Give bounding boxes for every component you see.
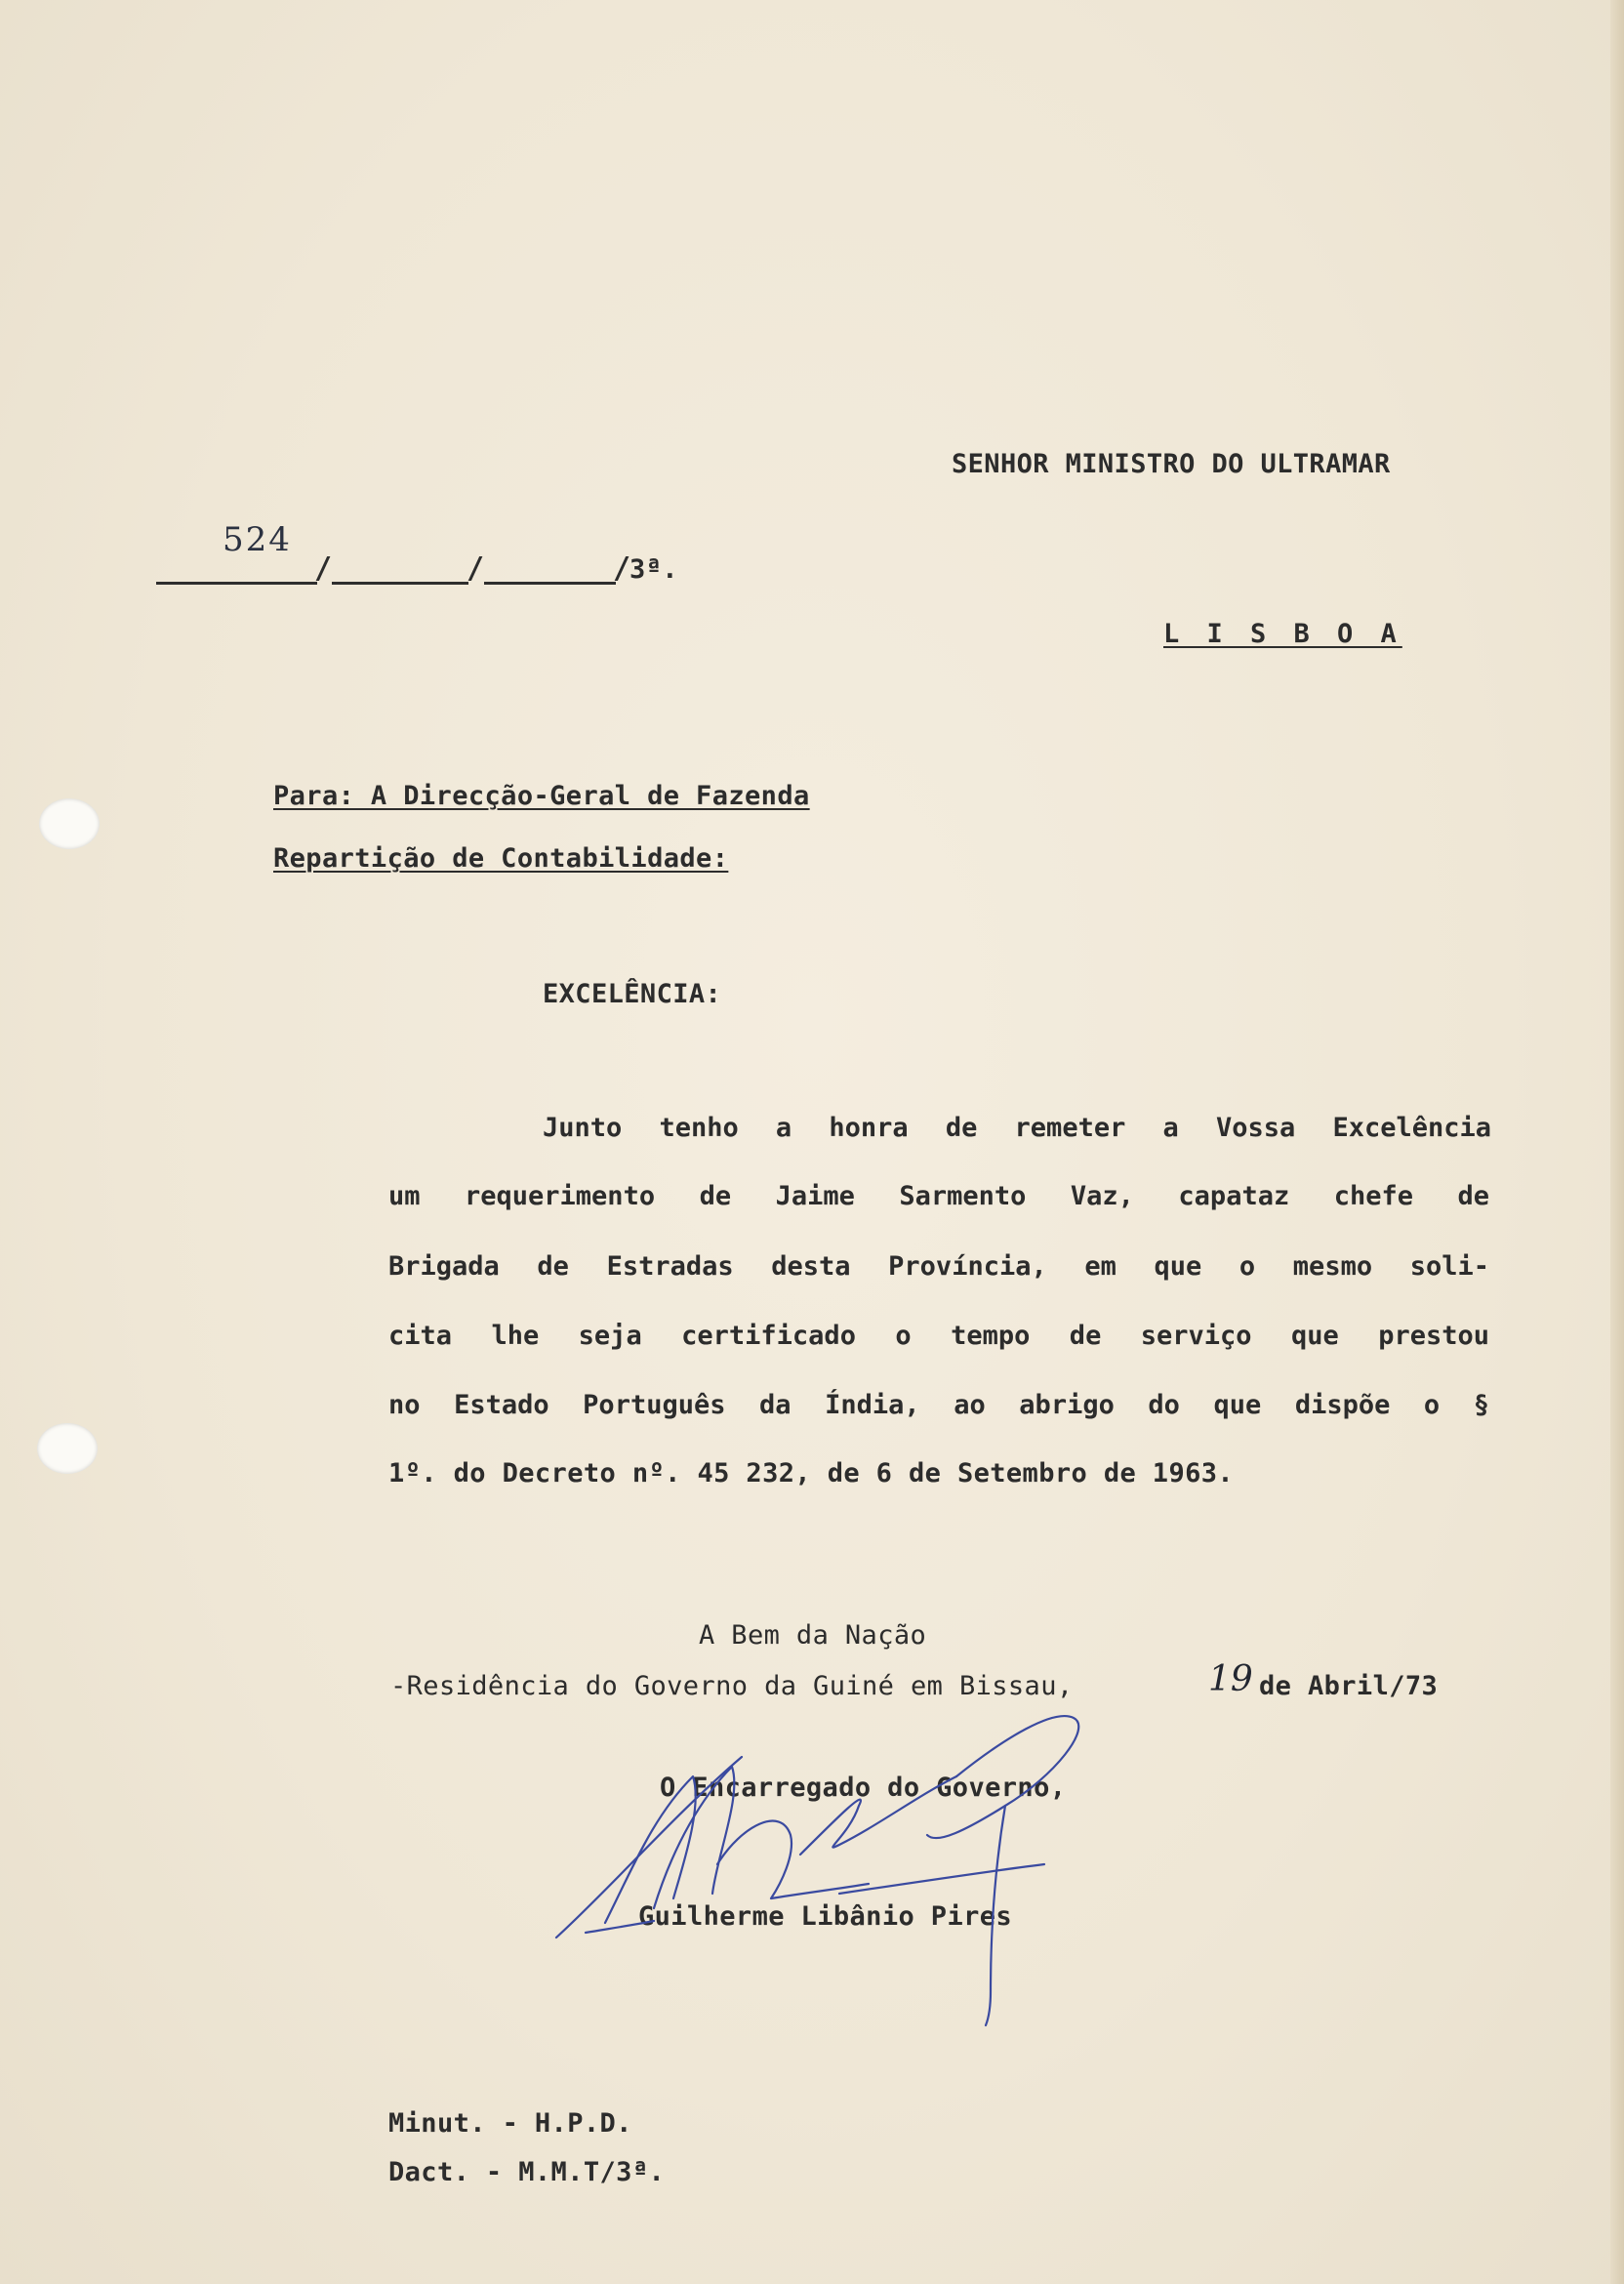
paper-edge bbox=[1610, 0, 1624, 2284]
body-line-5: no Estado Português da Índia, ao abrigo do que dispõe o § bbox=[388, 1390, 1489, 1420]
punch-hole-bottom bbox=[37, 1423, 98, 1474]
signatory-title: O Encarregado do Governo, bbox=[660, 1773, 1067, 1803]
footer-dact: Dact. - M.M.T/3ª. bbox=[388, 2157, 666, 2187]
reference-blank-2 bbox=[332, 582, 468, 585]
closing-motto: A Bem da Nação bbox=[699, 1620, 927, 1651]
reference-separator-1: / bbox=[314, 551, 333, 586]
reference-blank-3 bbox=[484, 582, 616, 585]
body-line-6: 1º. do Decreto nº. 45 232, de 6 de Setembro de 1963. bbox=[388, 1458, 1235, 1489]
body-line-4: cita lhe seja certificado o tempo de serviço que prestou bbox=[388, 1321, 1489, 1351]
reference-separator-2: / bbox=[467, 551, 485, 586]
body-line-2: um requerimento de Jaime Sarmento Vaz, capataz chefe de bbox=[388, 1181, 1489, 1211]
closing-date: de Abril/73 bbox=[1259, 1671, 1439, 1701]
closing-day: 19 bbox=[1208, 1659, 1253, 1699]
closing-place: -Residência do Governo da Guiné em Bissau, bbox=[390, 1671, 1074, 1701]
reference-separator-3: / bbox=[613, 551, 631, 586]
recipient-line-2: Repartição de Contabilidade: bbox=[273, 843, 729, 874]
handwritten-signature bbox=[547, 1698, 1230, 2030]
addressee-title: SENHOR MINISTRO DO ULTRAMAR bbox=[952, 449, 1391, 479]
reference-number: 524 bbox=[223, 520, 292, 559]
reference-blank-1 bbox=[156, 582, 317, 585]
punch-hole-top bbox=[39, 798, 100, 849]
city-name: L I S B O A bbox=[1163, 619, 1402, 649]
salutation: EXCELÊNCIA: bbox=[543, 979, 722, 1009]
footer-minut: Minut. - H.P.D. bbox=[388, 2108, 632, 2139]
signatory-name: Guilherme Libânio Pires bbox=[638, 1901, 1013, 1932]
reference-suffix: 3ª. bbox=[629, 554, 678, 585]
body-line-3: Brigada de Estradas desta Província, em que o mesmo soli- bbox=[388, 1251, 1489, 1282]
body-line-1: Junto tenho a honra de remeter a Vossa Excelência bbox=[543, 1113, 1491, 1143]
recipient-line-1: Para: A Direcção-Geral de Fazenda bbox=[273, 781, 810, 811]
